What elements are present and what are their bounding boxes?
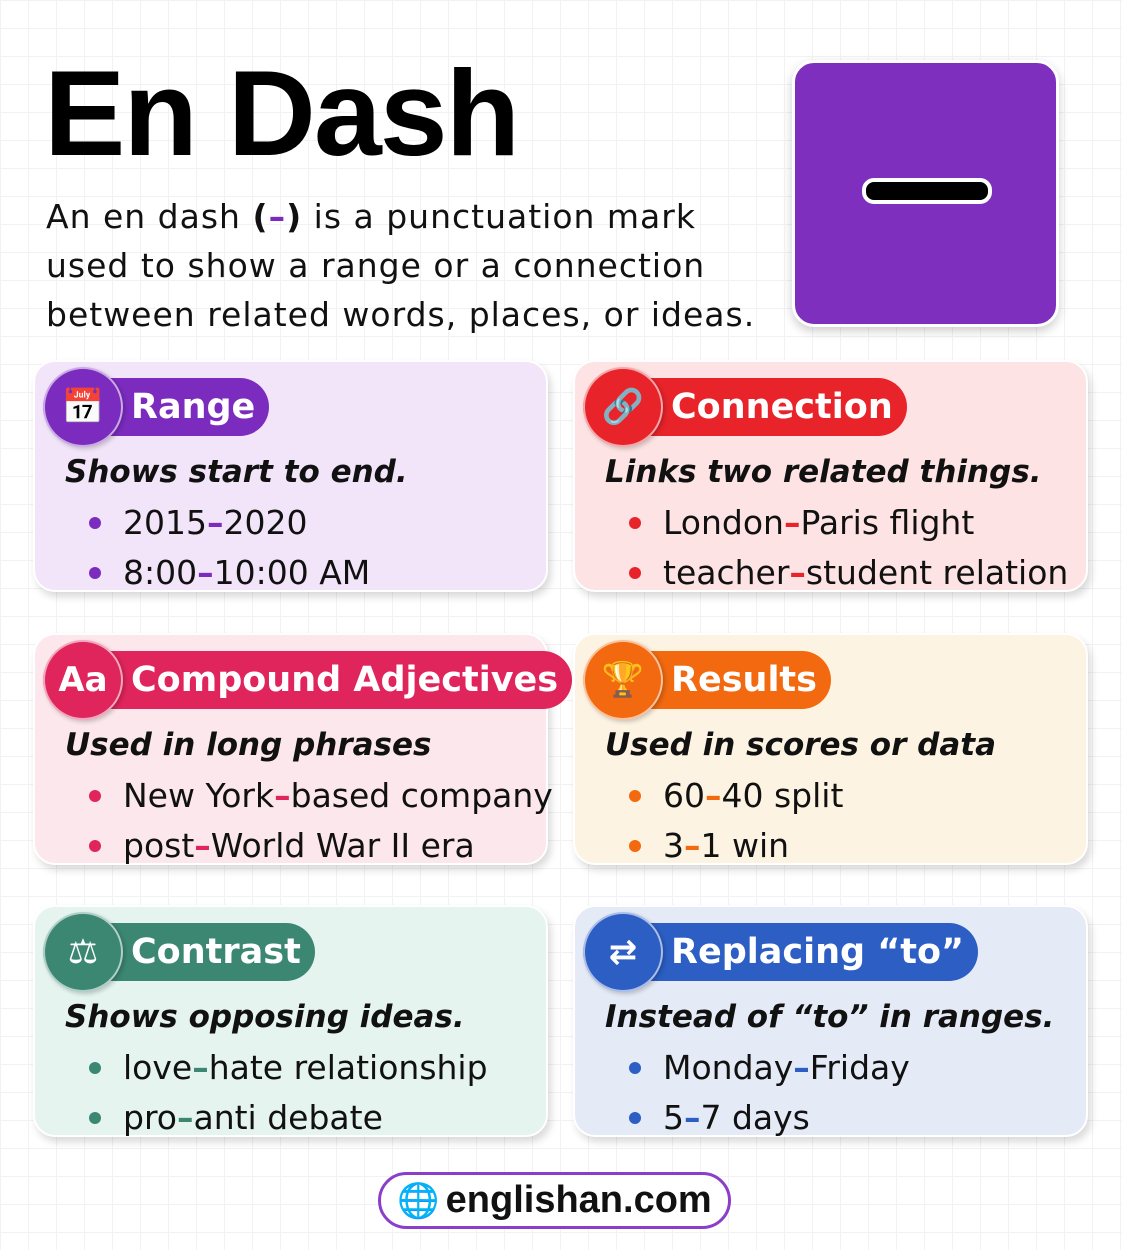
- item-end: hate relationship: [208, 1048, 488, 1087]
- item-start: London: [663, 503, 784, 542]
- link-icon: [583, 367, 663, 447]
- list-item: [89, 1043, 488, 1093]
- item-end: student relation: [805, 553, 1069, 592]
- desc-part: is a punctuation mark used to show a range or a connection between related words, places, or ideas.: [46, 197, 756, 334]
- list-item: [629, 548, 1068, 598]
- item-start: Monday: [663, 1048, 794, 1087]
- item-end: World War II era: [210, 826, 475, 865]
- item-end: anti debate: [193, 1098, 383, 1137]
- card-heading: Instead of “to” in ranges.: [605, 999, 1055, 1035]
- item-end: Friday: [809, 1048, 910, 1087]
- website-url: englishan.com: [445, 1179, 712, 1221]
- icon-glyph: 📅: [61, 387, 105, 427]
- desc-part: An en dash: [46, 197, 253, 236]
- dash-icon: [862, 178, 992, 204]
- paren: (: [252, 197, 269, 236]
- dash: –: [268, 197, 287, 236]
- bullet-icon: [89, 567, 101, 579]
- text-aa-icon: [43, 640, 123, 720]
- bullet-icon: [629, 567, 641, 579]
- list-item: [629, 1043, 910, 1093]
- en-dash: –: [274, 776, 291, 815]
- en-dash: –: [197, 553, 214, 592]
- icon-glyph: ⇄: [608, 932, 638, 972]
- list-item: [629, 821, 843, 871]
- list-item: [89, 548, 370, 598]
- list-item: [629, 1093, 910, 1143]
- example-list: [89, 771, 553, 871]
- card-heading: Used in scores or data: [605, 727, 997, 763]
- item-start: love: [123, 1048, 193, 1087]
- bullet-icon: [629, 790, 641, 802]
- bullet-icon: [629, 840, 641, 852]
- bullet-icon: [629, 1112, 641, 1124]
- scale-search-icon: [43, 912, 123, 992]
- en-dash: –: [206, 503, 224, 542]
- page-title: En Dash: [44, 45, 519, 181]
- item-end: 1 win: [700, 826, 790, 865]
- bullet-icon: [89, 517, 101, 529]
- card-heading: Shows opposing ideas.: [65, 999, 465, 1035]
- item-start: 60: [663, 776, 705, 815]
- icon-glyph: 🔗: [601, 387, 645, 427]
- en-dash: –: [192, 1048, 209, 1087]
- usage-card: [33, 360, 548, 592]
- item-start: 5: [663, 1098, 684, 1137]
- icon-glyph: Aa: [58, 660, 108, 700]
- card-heading: Links two related things.: [605, 454, 1042, 490]
- card-label: Contrast: [131, 932, 301, 972]
- item-start: teacher: [663, 553, 790, 592]
- en-dash: –: [783, 503, 801, 542]
- en-dash-symbol-tile: [792, 60, 1059, 327]
- list-item: [629, 771, 843, 821]
- card-heading: Shows start to end.: [65, 454, 408, 490]
- globe-icon: 🌐: [397, 1181, 440, 1220]
- en-dash: –: [176, 1098, 194, 1137]
- definition-text: [46, 192, 766, 339]
- en-dash: –: [789, 553, 806, 592]
- item-end: 10:00 AM: [213, 553, 371, 592]
- item-end: 7 days: [700, 1098, 810, 1137]
- en-dash: –: [705, 776, 722, 815]
- usage-card: [573, 360, 1088, 592]
- item-end: 40 split: [721, 776, 844, 815]
- usage-card: [33, 905, 548, 1137]
- card-label: Compound Adjectives: [131, 660, 559, 700]
- bullet-icon: [89, 790, 101, 802]
- paren: ): [286, 197, 303, 236]
- example-list: [89, 498, 370, 598]
- card-label: Replacing “to”: [671, 932, 965, 972]
- calendar-clock-icon: [43, 367, 123, 447]
- trophy-icon: [583, 640, 663, 720]
- example-list: [629, 1043, 910, 1143]
- list-item: [89, 771, 553, 821]
- card-label: Results: [671, 660, 817, 700]
- usage-card: [573, 633, 1088, 865]
- en-dash: –: [684, 1098, 701, 1137]
- en-dash: –: [793, 1048, 810, 1087]
- card-heading: Used in long phrases: [65, 727, 432, 763]
- dash-symbol-inline: [252, 197, 302, 236]
- list-item: [89, 498, 370, 548]
- item-start: 8:00: [123, 553, 198, 592]
- bullet-icon: [89, 840, 101, 852]
- item-start: New York: [123, 776, 275, 815]
- item-start: pro: [123, 1098, 177, 1137]
- bullet-icon: [629, 517, 641, 529]
- en-dash: –: [684, 826, 701, 865]
- icon-glyph: ⚖: [67, 932, 99, 972]
- item-start: post: [123, 826, 195, 865]
- list-item: [629, 498, 1068, 548]
- en-dash: –: [194, 826, 211, 865]
- card-label: Connection: [671, 387, 893, 427]
- example-list: [629, 771, 843, 871]
- card-label: Range: [131, 387, 256, 427]
- item-end: 2020: [223, 503, 308, 542]
- usage-card: [573, 905, 1088, 1137]
- list-item: [89, 821, 553, 871]
- bullet-icon: [629, 1062, 641, 1074]
- usage-card: [33, 633, 559, 865]
- list-item: [89, 1093, 488, 1143]
- item-end: Paris flight: [800, 503, 975, 542]
- example-list: [629, 498, 1068, 598]
- bullet-icon: [89, 1062, 101, 1074]
- swap-arrows-icon: [583, 912, 663, 992]
- item-start: 3: [663, 826, 684, 865]
- bullet-icon: [89, 1112, 101, 1124]
- website-badge[interactable]: [378, 1172, 731, 1229]
- item-end: based company: [290, 776, 553, 815]
- icon-glyph: 🏆: [601, 660, 645, 700]
- example-list: [89, 1043, 488, 1143]
- item-start: 2015: [123, 503, 207, 542]
